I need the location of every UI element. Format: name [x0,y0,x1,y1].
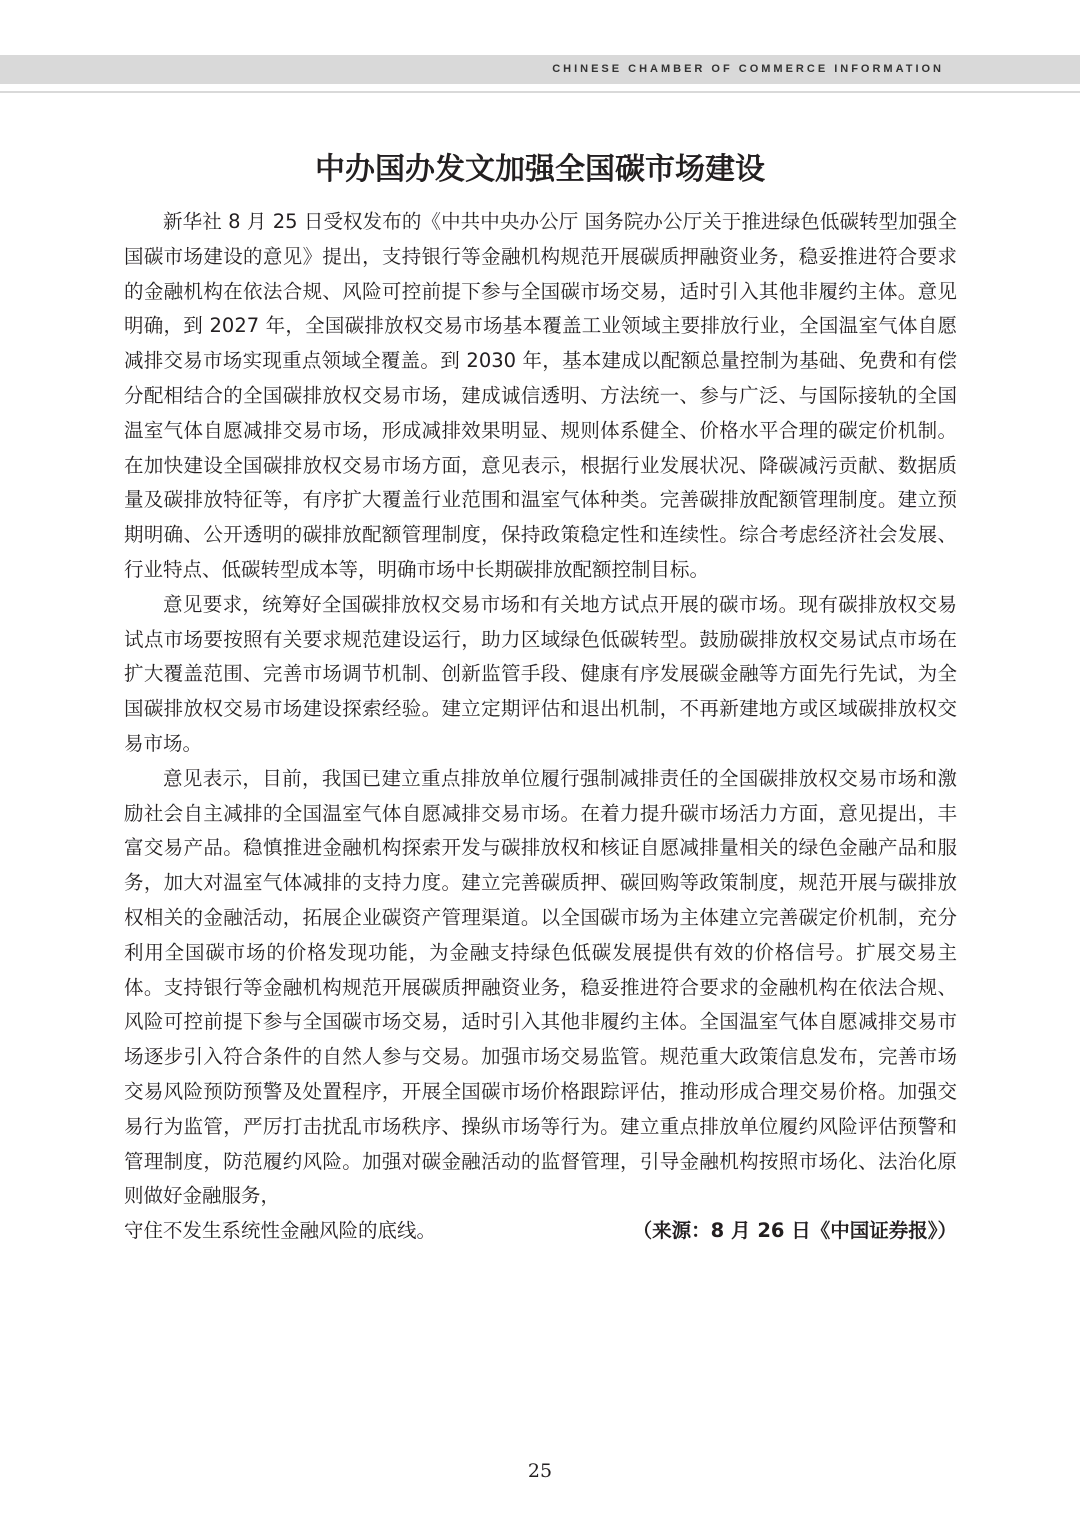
header-divider [0,91,1080,93]
article-body [124,205,957,1249]
publication-header: CHINESE CHAMBER OF COMMERCE INFORMATION [552,63,944,75]
article-title: 中办国办发文加强全国碳市场建设 [315,152,765,187]
article-closing-line [124,1214,957,1249]
article-paragraph-3: 意见表示，目前，我国已建立重点排放单位履行强制减排责任的全国碳排放权交易市场和激励社会自主减排的全国温室气体自愿减排交易市场。在着力提升碳市场活力方面，意见提出，丰富交易产品。稳慎推进金融机构探索开发与碳排放权和核证自愿减排量相关的绿色金融产品和服务，加大对温室气体减排的支持力度。建立完善碳质押、碳回购等政策制度，规范开展与碳排放权相关的金融活动，拓展企业碳资产管理渠道。以全国碳市场为主体建立完善碳定价机制，充分利用全国碳市场的价格发现功能，为金融支持绿色低碳发展提供有效的价格信号。扩展交易主体。支持银行等金融机构规范开展碳质押融资业务，稳妥推进符合要求的金融机构在依法合规、风险可控前提下参与全国碳市场交易，适时引入其他非履约主体。全国温室气体自愿减排交易市场逐步引入符合条件的自然人参与交易。加强市场交易监管。规范重大政策信息发布，完善市场交易风险预防预警及处置程序，开展全国碳市场价格跟踪评估，推动形成合理交易价格。加强交易行为监管，严厉打击扰乱市场秩序、操纵市场等行为。建立重点排放单位履约风险评估预警和管理制度，防范履约风险。加强对碳金融活动的监督管理，引导金融机构按照市场化、法治化原则做好金融服务， [124,766,957,1208]
article-last-sentence: 守住不发生系统性金融风险的底线。 [124,1219,437,1243]
article-source: （来源：8 月 26 日《中国证券报》） [632,1219,957,1243]
page-number: 25 [527,1460,553,1482]
article-paragraph-1: 新华社 8 月 25 日受权发布的《中共中央办公厅 国务院办公厅关于推进绿色低碳转型加强全国碳市场建设的意见》提出，支持银行等金融机构规范开展碳质押融资业务，稳妥推进符合要求的金融机构在依法合规、风险可控前提下参与全国碳市场交易，适时引入其他非履约主体。意见明确，到 2027 年，全国碳排放权交易市场基本覆盖工业领域主要排放行业，全国温室气体自愿减排交易市场实现重点领域全覆盖。到 2030 年，基本建成以配额总量控制为基础、免费和有偿分配相结合的全国碳排放权交易市场，建成诚信透明、方法统一、参与广泛、与国际接轨的全国温室气体自愿减排交易市场，形成减排效果明显、规则体系健全、价格水平合理的碳定价机制。在加快建设全国碳排放权交易市场方面，意见表示，根据行业发展状况、降碳减污贡献、数据质量及碳排放特征等，有序扩大覆盖行业范围和温室气体种类。完善碳排放配额管理制度。建立预期明确、公开透明的碳排放配额管理制度，保持政策稳定性和连续性。综合考虑经济社会发展、行业特点、低碳转型成本等，明确市场中长期碳排放配额控制目标。 [124,210,957,581]
article-paragraph-2: 意见要求，统筹好全国碳排放权交易市场和有关地方试点开展的碳市场。现有碳排放权交易试点市场要按照有关要求规范建设运行，助力区域绿色低碳转型。鼓励碳排放权交易试点市场在扩大覆盖范围、完善市场调节机制、创新监管手段、健康有序发展碳金融等方面先行先试，为全国碳排放权交易市场建设探索经验。建立定期评估和退出机制，不再新建地方或区域碳排放权交易市场。 [124,592,957,755]
